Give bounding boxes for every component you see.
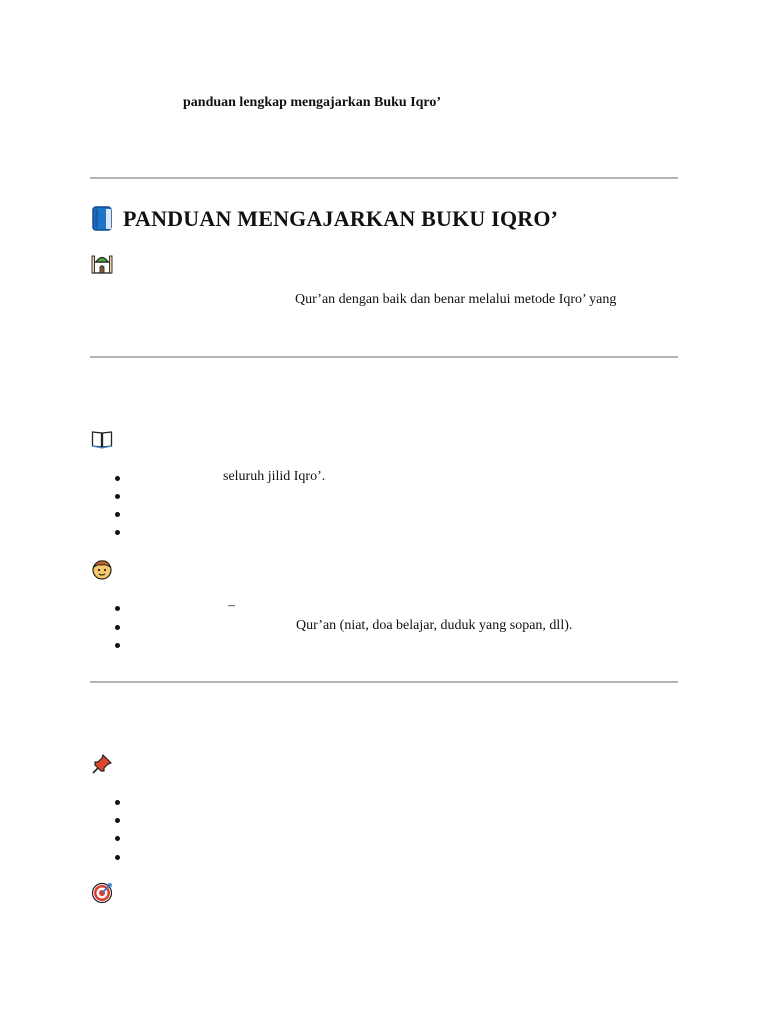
bullet-marker	[115, 643, 120, 648]
bullet-marker	[115, 625, 120, 630]
bullet-marker	[115, 800, 120, 805]
horizontal-divider	[90, 356, 678, 358]
blue-book-icon	[91, 206, 115, 232]
bullet-marker	[115, 476, 120, 481]
bullet-marker	[115, 494, 120, 499]
intro-text-fragment: Qur’an dengan baik dan benar melalui metode Iqro’ yang	[295, 292, 617, 307]
bullet-marker	[115, 606, 120, 611]
bullet-marker	[115, 855, 120, 860]
bullet-marker	[115, 818, 120, 823]
mosque-icon	[91, 252, 113, 274]
list-item-text: Qur’an (niat, doa belajar, duduk yang sopan, dll).	[296, 618, 573, 633]
bullet-marker	[115, 530, 120, 535]
page-title: PANDUAN MENGAJARKAN BUKU IQRO’	[123, 206, 559, 231]
list-item-text: seluruh jilid Iqro’.	[223, 469, 326, 484]
horizontal-divider	[90, 681, 678, 683]
open-book-icon	[91, 428, 113, 450]
list-item-text: –	[228, 598, 235, 613]
bullet-marker	[115, 512, 120, 517]
child-face-icon	[91, 558, 113, 580]
pushpin-icon	[91, 753, 113, 775]
bullet-marker	[115, 836, 120, 841]
direct-hit-target-icon	[91, 882, 113, 904]
document-header-title: panduan lengkap mengajarkan Buku Iqro’	[183, 95, 442, 110]
horizontal-divider	[90, 177, 678, 179]
